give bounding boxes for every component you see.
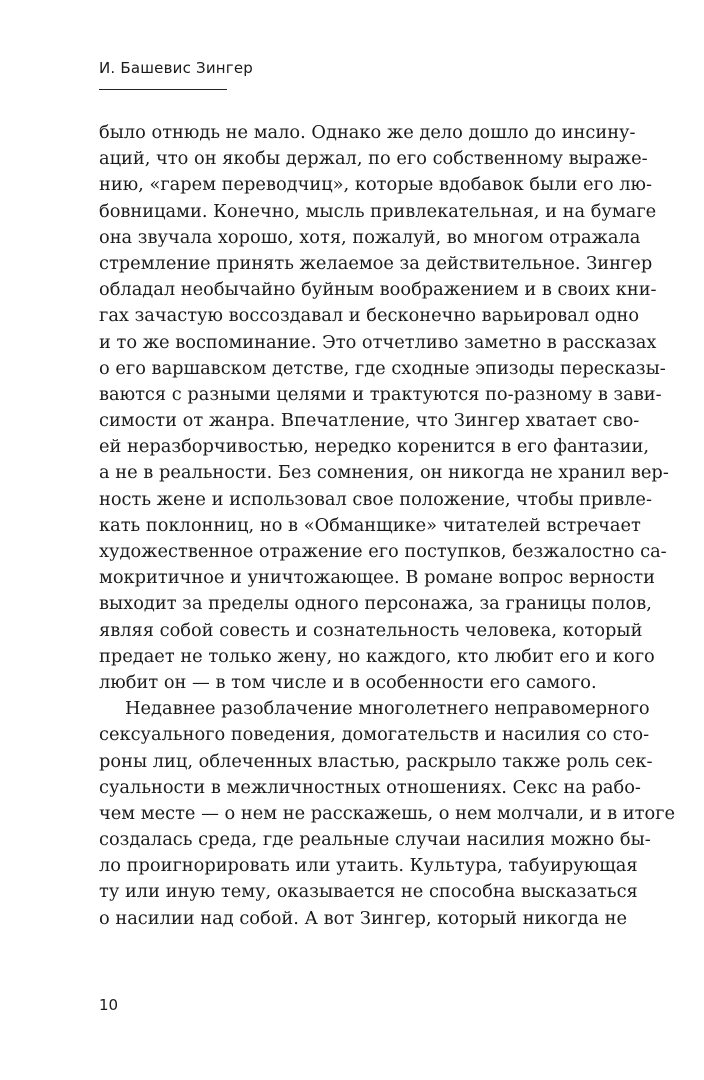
text-line: выходит за пределы одного персонажа, за границы полов, [99, 593, 652, 615]
text-line: ту или иную тему, оказывается не способна высказаться [99, 881, 638, 903]
text-line: кать поклонниц, но в «Обманщике» читателей встречает [99, 514, 641, 536]
text-line: являя собой совесть и сознательность человека, который [99, 619, 643, 641]
text-line: обладал необычайно буйным воображением и в своих кни- [99, 279, 657, 301]
text-line: было отнюдь не мало. Однако же дело дошло до инсину- [99, 122, 636, 143]
text-line: а не в реальности. Без сомнения, он никогда не хранил вер- [99, 462, 669, 484]
text-line: аций, что он якобы держал, по его собственному выраже- [99, 148, 648, 170]
text-line: ность жене и использовал свое положение, чтобы привле- [99, 488, 652, 510]
text-line: стремление принять желаемое за действительное. Зингер [99, 252, 653, 274]
body-text [99, 120, 676, 932]
text-line: чем месте — о нем не расскажешь, о нем молчали, и в итоге [99, 802, 676, 824]
text-line: ей неразборчивостью, нередко коренится в его фантазии, [99, 436, 649, 458]
running-head: И. Башевис Зингер [99, 59, 254, 77]
text-line: и то же воспоминание. Это отчетливо заметно в рассказах [99, 331, 657, 353]
text-line: роны лиц, облеченных властью, раскрыло также роль сек- [99, 750, 653, 772]
page-number: 10 [99, 996, 119, 1014]
text-line: Недавнее разоблачение многолетнего неправомерного [125, 698, 650, 720]
text-line: симости от жанра. Впечатление, что Зингер хватает сво- [99, 410, 640, 432]
text-line: любит он — в том числе и в особенности его самого. [99, 671, 597, 693]
text-line: ло проигнорировать или утаить. Культура, табуирующая [99, 855, 638, 877]
text-line: ваются с разными целями и трактуются по-разному в зави- [99, 383, 662, 405]
text-line: нию, «гарем переводчиц», которые вдобавок были его лю- [99, 174, 652, 196]
text-line: она звучала хорошо, хотя, пожалуй, во многом отражала [99, 226, 641, 248]
text-line: предает не только жену, но каждого, кто любит его и кого [99, 645, 655, 667]
text-line: бовницами. Конечно, мысль привлекательная, и на бумаге [99, 200, 657, 222]
text-line: мокритичное и уничтожающее. В романе вопрос верности [99, 567, 655, 589]
text-line: гах зачастую воссоздавал и бесконечно варьировал одно [99, 305, 640, 327]
text-line: создалась среда, где реальные случаи насилия можно бы- [99, 829, 651, 851]
text-line: суальности в межличностных отношениях. Секс на рабо- [99, 776, 641, 798]
text-line: сексуального поведения, домогательств и насилия со сто- [99, 724, 650, 746]
text-line: о его варшавском детстве, где сходные эпизоды пересказы- [99, 357, 666, 379]
text-line: художественное отражение его поступков, безжалостно са- [99, 541, 667, 562]
text-line: о насилии над собой. А вот Зингер, который никогда не [99, 907, 627, 929]
header-rule [99, 89, 227, 90]
